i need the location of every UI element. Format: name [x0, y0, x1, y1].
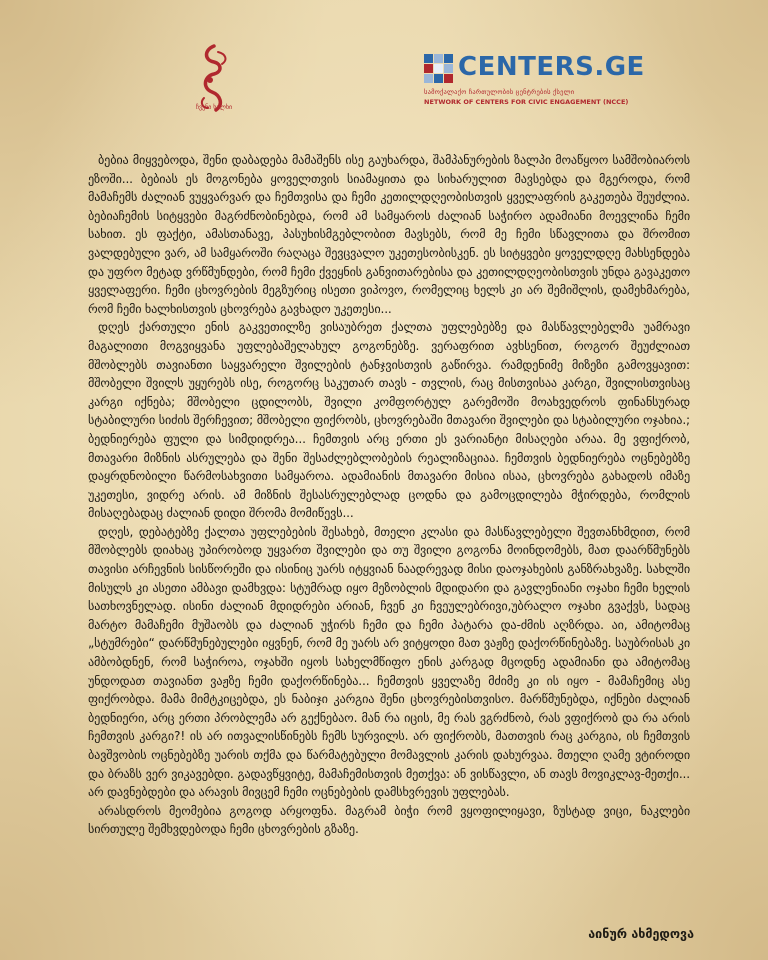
- paragraph: არასდროს მეომებია გოგოდ არყოფნა. მაგრამ ბიჭი რომ ვყოფილიყავი, ზუსტად ვიცი, ნაკლები სირთულე შემხვდებოდა ჩემი ცხოვრების გზაზე.: [88, 803, 690, 837]
- paragraph: დღეს, დებატებზე ქალთა უფლებების შესახებ, მთელი კლასი და მასწავლებელი შევთანხმდით, რომ მშობლებს დიახაც უპირობოდ უყვართ შვილები და თუ შვილი გოგონა მოინდომებს, მათ დაარწმუნებს თავისი არჩევნის სისწორეში და ისინიც უარს იტყვიან ნაადრევად მისი დაოჯახების განზრახვაზე. სახლში მისულს კი ასეთი ამბავი დამხვდა: სტუმრად იყო მეზობლის მდიდარი და გავლენიანი ოჯახი ჩემი ხელის სათხოვნელად. ისინი ძალიან მდიდრები არიან, ჩვენ კი ჩვეულებრივი,უბრალო ოჯახი გვაქვს, სადაც მარტო მამაჩემი მუშაობს და ძალიან უჭირს ჩემი და ჩემი პატარა და-ძმის აღზრდა. აი, ამიტომაც „სტუმრები“ დარწმუნებულები იყვნენ, რომ მე უარს არ ვიტყოდი მათ ვაჟზე დაქორწინებაზე. საუბრისას კი ამბობდნენ, რომ საჭიროა, ოჯახში იყოს სახელმწიფო ენის კარგად მცოდნე ადამიანი და ამიტომაც უნდოდათ თავიანთ ვაჟზე ჩემი დაქორწინება... ჩემთვის ყველაზე მძიმე კი ის იყო - მამაჩემიც ასე ფიქრობდა. მამა მიმტკიცებდა, ეს ნაბიჯი კარგია შენი ცხოვრებისთვისო. მარწმუნებდა, იქნები ძალიან ბედნიერი, არც ერთი პრობლემა არ გექნებაო. მან რა იცის, მე რას ვგრძნობ, რას ვფიქრობ და რა არის ჩემთვის კარგი?! ის არ ითვალისწინებს ჩემს სურვილს. არ ფიქრობს, მათთვის რაც კარგია, ის ჩემთვის ბავშვობის ოცნებებზე უარის თქმა და წარმატებული მომავლის კარის დახურვაა. მთელი ღამე ვტიროდი და ბრაზს ვერ ვიკავებდი. გადავწყვიტე, მამაჩემისთვის მეთქვა: ან ვისწავლი, ან თავს მოვიკლავ-მეთქი... არ დავნებდები და არავის მივცემ ჩემი ოცნებების დამსხვრევის უფლებას.: [88, 524, 690, 800]
- brand-name: CENTERS.GE: [458, 52, 645, 82]
- brand-subtitle-english: NETWORK OF CENTERS FOR CIVIC ENGAGEMENT (NCCE): [424, 98, 629, 106]
- blue-red-grid-icon: [424, 54, 454, 84]
- centers-ge-logo: [424, 52, 645, 112]
- paragraph: დღეს ქართული ენის გაკვეთილზე ვისაუბრეთ ქალთა უფლებებზე და მასწავლებელმა უამრავი მაგალითი მოგვიყვანა უფლებაშელახულ გოგონებზე. ვერაფრით ავხსენით, როგორ შეუძლიათ მშობლებს თავიანთი საყვარელი შვილების ტანჯვისთვის გაწირვა. რამდენიმე მიზეზი გამოვყავით: მშობელი შვილს უყურებს ისე, როგორც საკუთარ თავს - თვლის, რაც მისთვისაა კარგი, შვილისთვისაც კარგი იქნება; მშობელი ცდილობს, შვილი კომფორტულ გარემოში მოახვედროს ფინანსურად სტაბილური სიძის შერჩევით; მშობელი ფიქრობს, ცხოვრებაში მთავარი შვილები და სტაბილური ოჯახია.; ბედნიერება ფული და სიმდიდრეა... ჩემთვის არც ერთი ეს ვარიანტი მისაღები არაა. მე ვფიქრობ, მთავარი მიზნის ასრულება და შენი შესაძლებლობების რეალიზაციაა. ჩემთვის ბედნიერება ოცნებებზე დაყრდნობილი წარმოსახვითი სამყაროა. ადამიანის მთავარი მისია ისაა, ცხოვრება გახადოს იმაზე უკეთესი, ვიდრე არის. ამ მიზნის შესასრულებლად ცოდნა და გამოცდილება მჭირდება, რომლის მისაღებადაც ძალიან დიდი შრომა მომიწევს...: [88, 320, 690, 521]
- header: [0, 0, 768, 150]
- paragraph: ბებია მიყვებოდა, შენი დაბადება მამაშენს ისე გაუხარდა, შამპანურების ზალპი მოაწყოო სამშობიაროს ეზოში... ბებიას ეს მოგონება ყოველთვის სიამაყითა და სიხარულით მავსებდა და მგეროდა, რომ მამაჩემს ძალიან ვუყვარვარ და ჩემთვისა და ჩემი კეთილდღეობისთვის ყველაფრის გაკეთება შეუძლია. ბებიაჩემის სიტყვები მაგრძნობინებდა, რომ ამ სამყაროს ძალიან საჭირო ადამიანი მოევლინა ჩემი სახით. ეს ფაქტი, ამასთანავე, პასუხისმგებლობით მავსებს, რომ მე ჩემი სწავლითა და შრომით ვალდებული ვარ, ამ სამყაროში რაღაცა შევცვალო უკეთესობისკენ. ეს სიტყვები ყოველდღე მახსენდება და უფრო მეტად ვრწმუნდები, რომ ჩემი ქვეყნის განვითარებისა და კეთილდღეობისთვის უნდა გავაკეთო ყველაფერი. ჩემი ცხოვრების მეგზურიც ისეთი ვიპოვო, რომელიც ხელს კი არ შემიშლის, დამეხმარება, რომ ჩემი ხალხისთვის ცხოვრება გავხადო უკეთესი...: [88, 153, 690, 316]
- left-logo-caption: ჩვენი ხალხი: [195, 104, 233, 111]
- author-signature: აინურ ახმედოვა: [588, 926, 694, 941]
- brand-subtitle-georgian: სამოქალაქო ჩართულობის ცენტრების ქსელი: [424, 88, 575, 96]
- essay-body: [88, 151, 690, 839]
